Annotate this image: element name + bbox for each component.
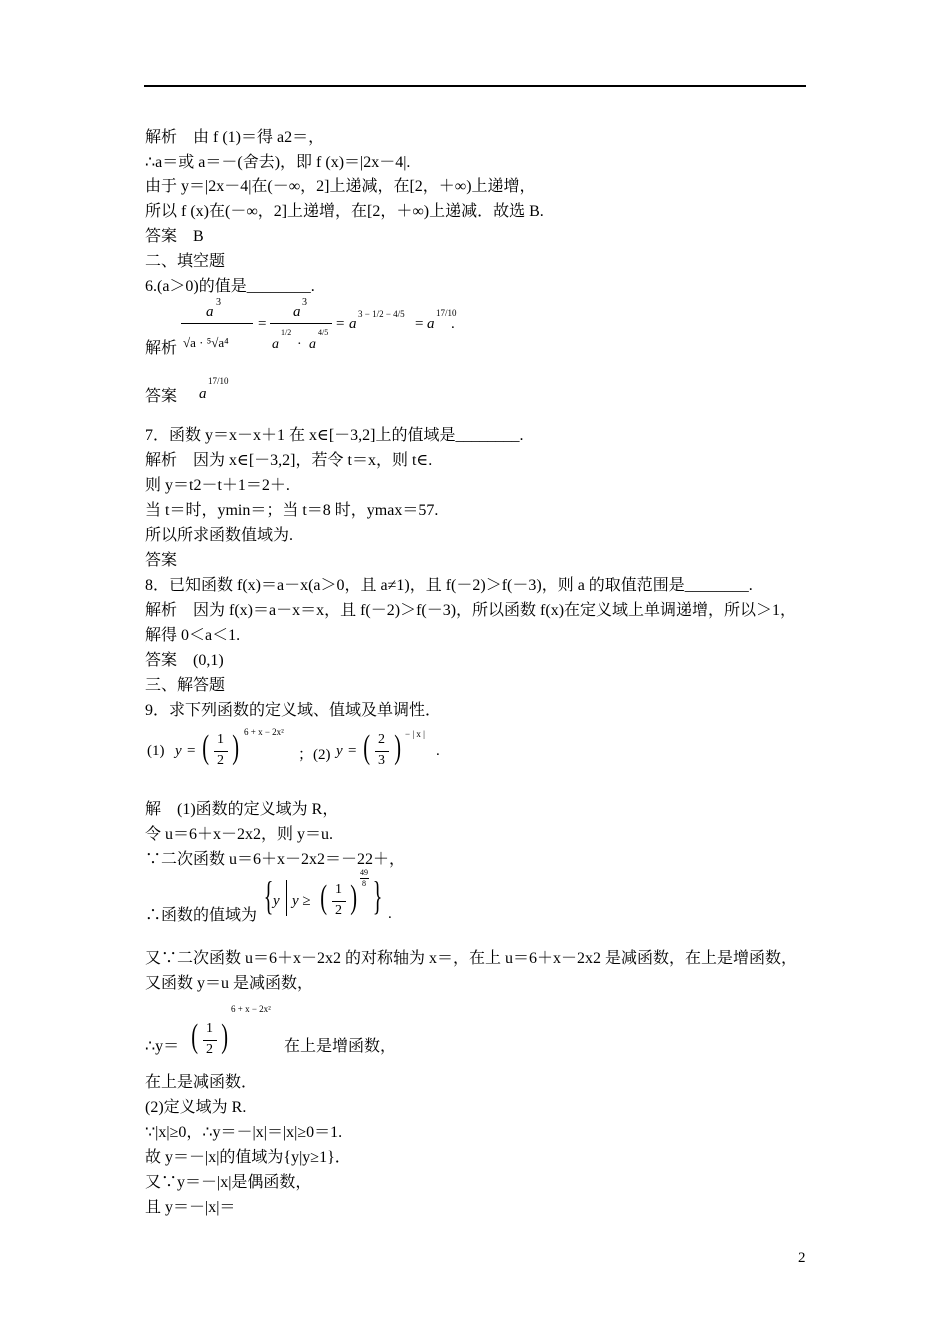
- question-9: 9．求下列函数的定义域、值域及单调性．: [145, 702, 442, 719]
- q6-rhs-exp: 3 − 1/2 − 4/5: [358, 309, 405, 319]
- paren-left: (: [320, 879, 328, 916]
- l28-exp: 6 + x − 2x²: [231, 1004, 271, 1014]
- paren-left: (: [363, 729, 371, 766]
- paren-left: (: [202, 729, 210, 766]
- brace-left: {: [263, 873, 274, 918]
- q6-mid-den: a: [272, 337, 279, 352]
- q6-eq2: =: [415, 316, 424, 332]
- text-line: 所以所求函数值域为.: [145, 527, 294, 544]
- q9-eq: =: [348, 743, 357, 759]
- q9-frac2-num: 2: [378, 732, 385, 747]
- answer-line: 答案 (0,1): [145, 652, 224, 669]
- q6-mid-den-exp1: 1/2: [281, 328, 292, 337]
- q6-fraction-bar: [181, 323, 253, 324]
- answer-label: 答案: [145, 388, 178, 405]
- paren-right: ): [350, 879, 358, 916]
- paren-right: ): [232, 729, 240, 766]
- q9-eq: =: [187, 743, 196, 759]
- text-line: (2)定义域为 R.: [145, 1099, 247, 1116]
- text-line: 则 y＝t2－t＋1＝2＋.: [145, 477, 290, 494]
- ans6-exp: 17/10: [208, 376, 229, 386]
- paren-left: (: [191, 1018, 199, 1055]
- text-line: 由于 y＝|2x－4|在(－∞，2]上递减，在[2，＋∞)上递增，: [145, 178, 536, 195]
- text-line: 令 u＝6＋x－2x2，则 y＝u.: [145, 826, 334, 843]
- q6-lhs-num: a: [206, 304, 214, 320]
- q9-end: .: [436, 743, 440, 759]
- q9-y: y: [175, 743, 182, 759]
- q6-mid-den-exp2: 4/5: [318, 328, 329, 337]
- text-line: 解析 由 f (1)＝得 a2＝，: [145, 129, 325, 146]
- brace-right: }: [372, 873, 383, 918]
- q6-lhs-den: √a · ⁵√a⁴: [183, 335, 229, 350]
- q6-mid-num-exp: 3: [302, 297, 307, 308]
- answer-line: 答案 B: [145, 228, 204, 245]
- answer-line: 答案: [145, 552, 178, 569]
- paren-right: ): [221, 1018, 229, 1055]
- range-end: .: [388, 906, 392, 922]
- section-heading: 三、解答题: [145, 677, 226, 694]
- text-line: 当 t＝时，ymin＝；当 t＝8 时，ymax＝57.: [145, 502, 439, 519]
- question-8: 8．已知函数 f(x)＝a－x(a＞0，且 a≠1)，且 f(－2)＞f(－3)，则 a 的取值范围是________.: [145, 577, 753, 594]
- range-y: y: [273, 893, 280, 909]
- page-number: 2: [798, 1250, 806, 1266]
- text-line: 又函数 y＝u 是减函数，: [145, 975, 314, 992]
- q9-exp1: 6 + x − 2x²: [244, 727, 284, 737]
- range-exp-den: 8: [362, 879, 366, 888]
- solution-line: 解 (1)函数的定义域为 R，: [145, 801, 339, 818]
- q6-eq: =: [258, 316, 267, 332]
- paren-right: ): [394, 729, 402, 766]
- q6-fraction-bar: [270, 323, 332, 324]
- header-rule: [144, 85, 806, 87]
- l28-frac-num: 1: [206, 1021, 213, 1036]
- q9-frac1-num: 1: [217, 732, 224, 747]
- q6-mid-num: a: [293, 304, 301, 320]
- q6-mid-den-a: a: [309, 337, 316, 352]
- text-line: ∴函数的值域为: [145, 907, 258, 924]
- range-exp-num: 49: [360, 868, 368, 877]
- text-line: 在上是增函数，: [284, 1038, 397, 1055]
- q6-lhs-num-exp: 3: [216, 297, 221, 308]
- text-line: ∴y＝: [145, 1038, 180, 1055]
- set-bar: [286, 880, 287, 916]
- q6-final-exp: 17/10: [436, 308, 457, 318]
- fraction-bar: [375, 751, 389, 752]
- fraction-bar: [332, 901, 346, 902]
- text-line: 又∵y＝－|x|是偶函数，: [145, 1174, 312, 1191]
- text-line: 又∵二次函数 u＝6＋x－2x2 的对称轴为 x＝，在上 u＝6＋x－2x2 是减函数，在上是增函数，: [145, 950, 798, 967]
- text-line: 解析 因为 x∈[－3,2]，若令 t＝x，则 t∈.: [145, 452, 433, 469]
- q9-part1-label: (1): [147, 743, 165, 759]
- fraction-bar: [214, 751, 228, 752]
- text-line: ∵|x|≥0，∴y＝－|x|＝|x|≥0＝1.: [145, 1124, 343, 1141]
- q9-frac1-den: 2: [217, 753, 224, 768]
- q6-final-a: a: [427, 316, 435, 332]
- q6-mid-den-dot: ·: [297, 337, 302, 352]
- text-line: 在上是减函数．: [145, 1074, 258, 1091]
- text-line: ∴a＝或 a＝－(舍去)，即 f (x)＝|2x－4|.: [145, 154, 411, 171]
- fraction-bar: [203, 1040, 217, 1041]
- range-frac-num: 1: [335, 882, 342, 897]
- q9-sep: ；(2): [298, 747, 331, 763]
- q6-eq: =: [336, 316, 345, 332]
- q6-period: .: [451, 316, 455, 332]
- q6-rhs-a: a: [349, 316, 357, 332]
- section-heading: 二、填空题: [145, 253, 226, 270]
- range-cond: y ≥: [292, 893, 311, 909]
- ans6-a: a: [199, 386, 207, 402]
- range-frac-den: 2: [335, 903, 342, 918]
- question-6: 6.(a＞0)的值是________.: [145, 278, 315, 295]
- q9-y: y: [336, 743, 343, 759]
- question-7: 7．函数 y＝x－x＋1 在 x∈[－3,2]上的值域是________.: [145, 427, 524, 444]
- text-line: 解得 0＜a＜1.: [145, 627, 241, 644]
- text-line: 故 y＝－|x|的值域为{y|y≥1}．: [145, 1149, 351, 1166]
- text-line: 解析 因为 f(x)＝a－x＝x，且 f(－2)＞f(－3)，所以函数 f(x)在定义域上单调递增，所以＞1，: [145, 602, 797, 619]
- l28-frac-den: 2: [206, 1042, 213, 1057]
- text-line: 且 y＝－|x|＝: [145, 1199, 236, 1216]
- text-line: 所以 f (x)在(－∞，2]上递增，在[2，＋∞)上递减．故选 B.: [145, 203, 544, 220]
- q9-exp2: − | x |: [405, 729, 425, 739]
- text-line: ∵二次函数 u＝6＋x－2x2＝－22＋，: [145, 851, 406, 868]
- q9-frac2-den: 3: [378, 753, 385, 768]
- analysis-label: 解析: [145, 340, 178, 357]
